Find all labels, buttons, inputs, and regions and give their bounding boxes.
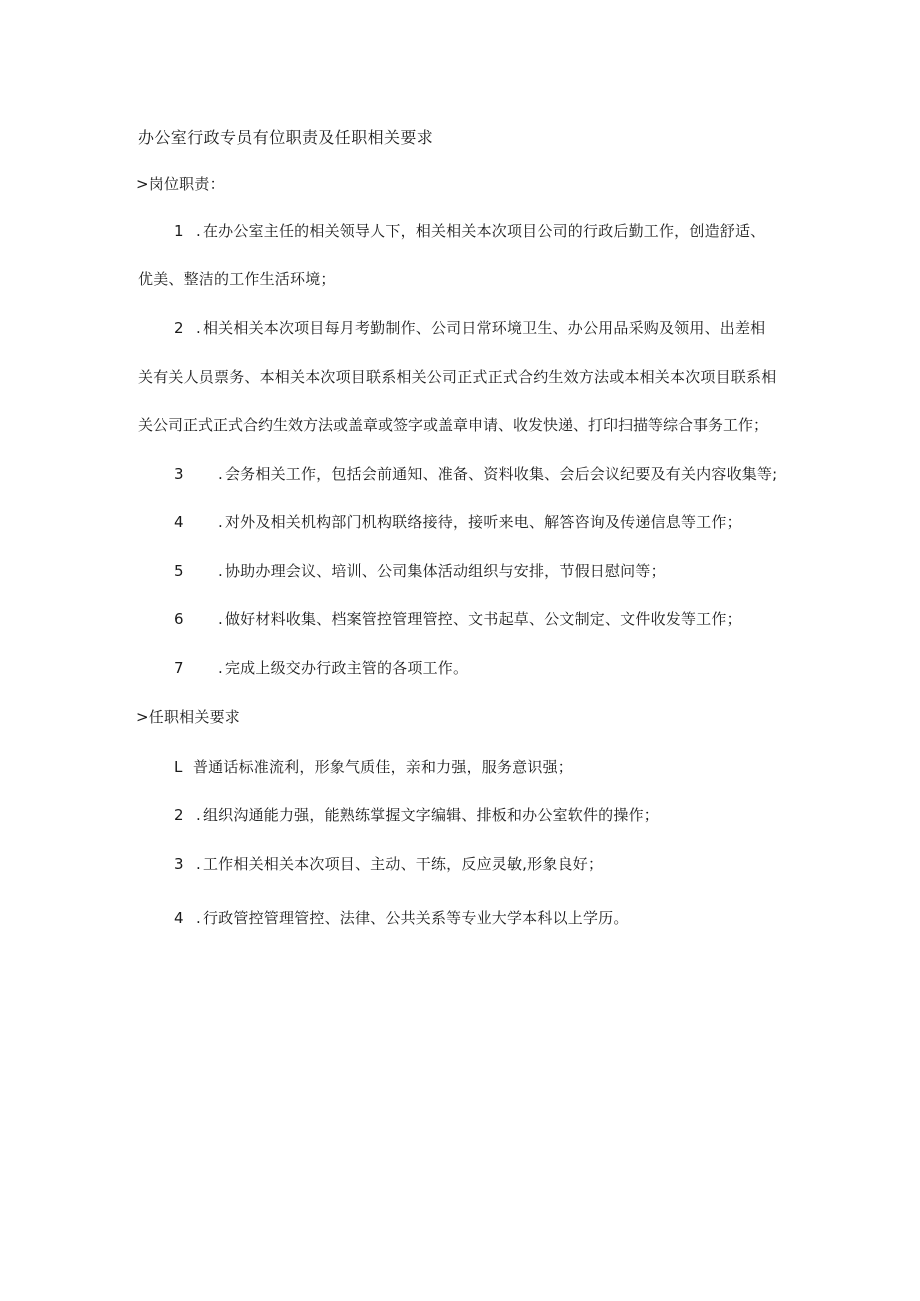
requirement-number: 2: [174, 806, 184, 824]
requirement-number: L: [174, 758, 183, 776]
requirement-item-2: 2 . 组织沟通能力强，能熟练掌握文字编辑、排板和办公室软件的操作；: [174, 806, 659, 824]
requirement-number: 3: [174, 855, 184, 873]
duty-item-4: 4 . 对外及相关机构部门机构联络接待，接听来电、解答咨询及传递信息等工作；: [174, 513, 742, 531]
duty-text: 做好材料收集、档案管控管理管控、文书起草、公文制定、文件收发等工作；: [224, 610, 742, 628]
duty-text: 协助办理会议、培训、公司集体活动组织与安排，节假日慰问等；: [224, 562, 666, 580]
duty-text: 在办公室主任的相关领导人下，相关相关本次项目公司的行政后勤工作，创造舒适、: [202, 222, 766, 240]
requirement-item-4: 4 . 行政管控管理管控、法律、公共关系等专业大学本科以上学历。: [174, 909, 629, 927]
duty-number: 7: [174, 659, 184, 677]
duty-item-7: 7 . 完成上级交办行政主管的各项工作。: [174, 659, 469, 677]
duty-text: 会务相关工作，包括会前通知、准备、资料收集、会后会议纪要及有关内容收集等;: [224, 465, 778, 483]
requirement-text: 工作相关相关本次项目、主动、干练，反应灵敏,形象良好；: [202, 855, 604, 873]
requirement-number: 4: [174, 909, 184, 927]
duty-item-2-continued: 关公司正式正式合约生效方法或盖章或签字或盖章申请、收发快递、打印扫描等综合事务工作；: [138, 416, 769, 434]
duty-item-2: 2 . 相关相关本次项目每月考勤制作、公司日常环境卫生、办公用品采购及领用、出差相: [174, 319, 766, 337]
requirements-heading: >任职相关要求: [136, 708, 240, 726]
duty-item-6: 6 . 做好材料收集、档案管控管理管控、文书起草、公文制定、文件收发等工作；: [174, 610, 742, 628]
requirement-item-1: [174, 757, 573, 777]
requirement-text: 普通话标准流利，形象气质佳，亲和力强，服务意识强；: [192, 758, 573, 776]
duty-number: 3: [174, 465, 184, 483]
document-title: 办公室行政专员有位职责及任职相关要求: [138, 128, 434, 147]
duty-item-1: 1 . 在办公室主任的相关领导人下，相关相关本次项目公司的行政后勤工作，创造舒适、: [174, 222, 766, 240]
duty-item-5: 5 . 协助办理会议、培训、公司集体活动组织与安排，节假日慰问等；: [174, 562, 666, 580]
requirement-text: 组织沟通能力强，能熟练掌握文字编辑、排板和办公室软件的操作；: [202, 806, 659, 824]
duty-item-1-continued: 优美、整洁的工作生活环境；: [138, 270, 336, 288]
duties-heading: >岗位职责：: [136, 175, 225, 193]
duty-number: 4: [174, 513, 184, 531]
duty-text: 完成上级交办行政主管的各项工作。: [224, 659, 469, 677]
duty-text: 相关相关本次项目每月考勤制作、公司日常环境卫生、办公用品采购及领用、出差相: [202, 319, 766, 337]
duty-number: 6: [174, 610, 184, 628]
duty-item-3: 3 . 会务相关工作，包括会前通知、准备、资料收集、会后会议纪要及有关内容收集等;: [174, 465, 778, 483]
requirement-item-3: 3 . 工作相关相关本次项目、主动、干练，反应灵敏,形象良好；: [174, 855, 604, 873]
requirement-text: 行政管控管理管控、法律、公共关系等专业大学本科以上学历。: [202, 909, 629, 927]
duty-number: 1: [174, 222, 184, 240]
duty-number: 2: [174, 319, 184, 337]
duty-text: 对外及相关机构部门机构联络接待，接听来电、解答咨询及传递信息等工作；: [224, 513, 742, 531]
duty-item-2-continued: 关有关人员票务、本相关本次项目联系相关公司正式正式合约生效方法或本相关本次项目联系相: [138, 368, 777, 386]
duty-number: 5: [174, 562, 184, 580]
